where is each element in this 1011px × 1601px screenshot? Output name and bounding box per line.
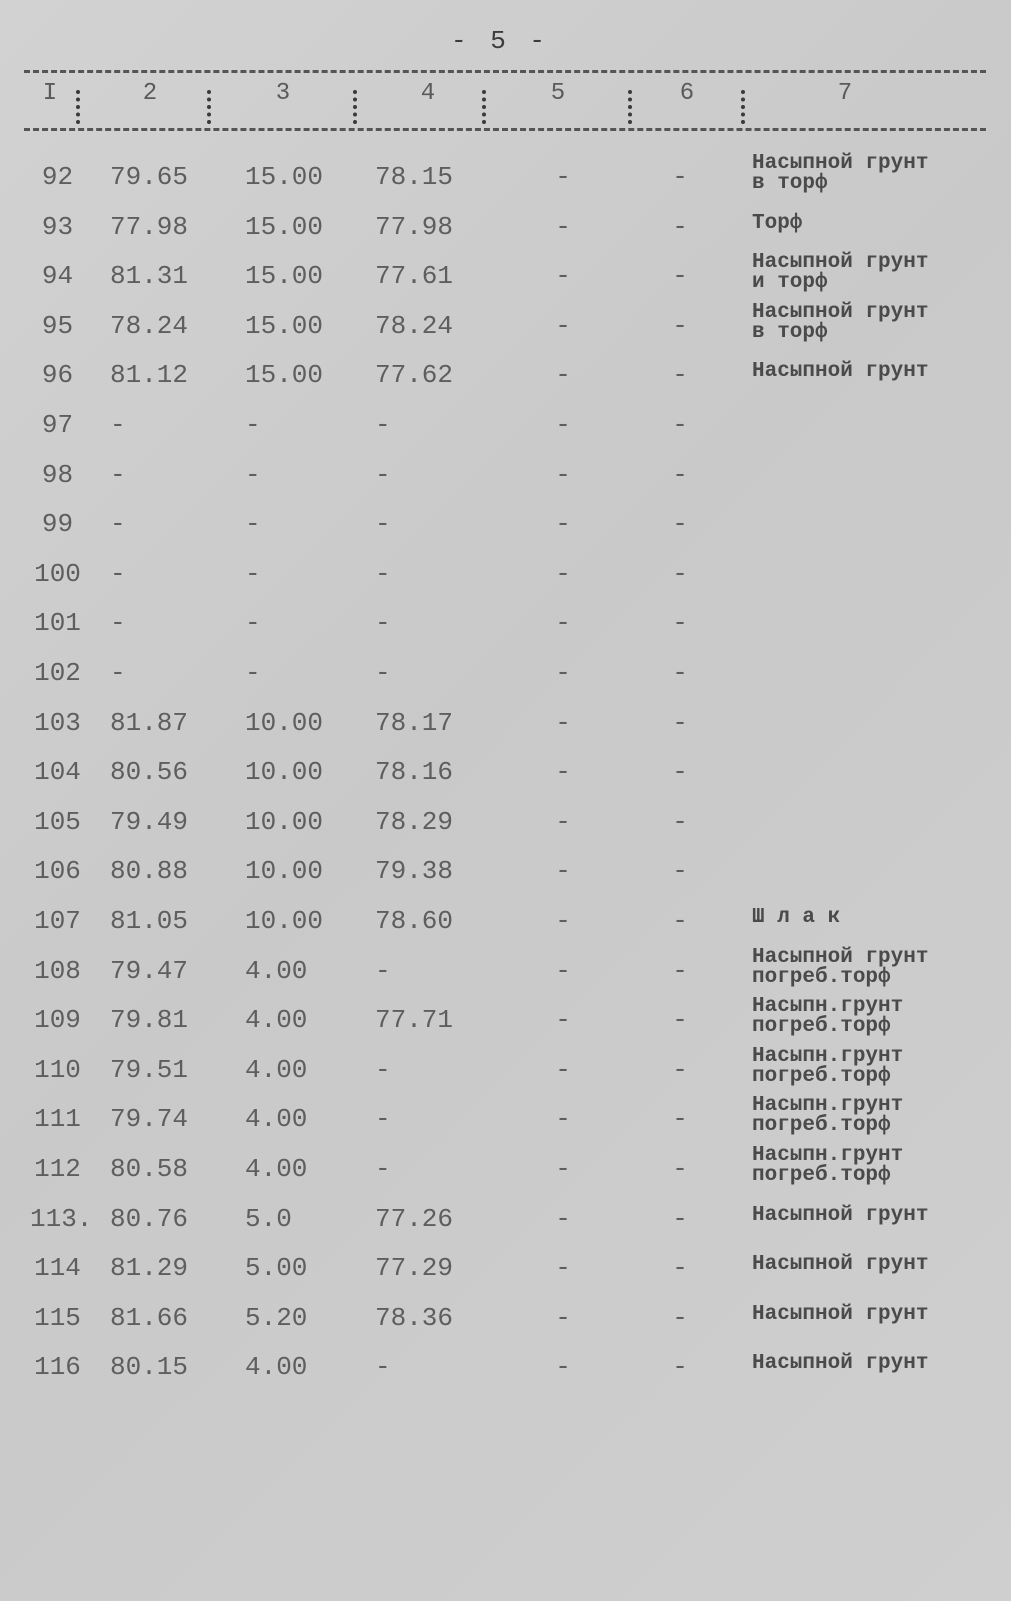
cell-col-3: 4.00 [245,1104,308,1135]
table-row [0,1194,1011,1244]
cell-col-5: - [555,211,571,242]
cell-col-6: - [672,558,688,589]
cell-col-6: - [672,757,688,788]
cell-col-3: - [245,558,261,589]
cell-col-2: 79.74 [110,1104,189,1135]
cell-col-6: - [672,906,688,936]
cell-col-2: - [110,410,126,440]
cell-col-5: - [555,1203,571,1234]
table-row [0,747,1011,797]
cell-col-4: 78.17 [375,707,454,738]
cell-col-7: Торф [752,211,803,235]
cell-col-6: - [672,658,688,688]
cell-col-1: 107 [34,906,81,936]
cell-col-2: - [110,509,126,540]
table-row [0,598,1011,648]
table-row [0,1342,1011,1392]
table-row [0,549,1011,599]
cell-col-6: - [672,261,688,292]
cell-col-1: 113. [30,1203,93,1234]
cell-col-2: - [110,558,126,589]
cell-col-3: 10.00 [245,707,324,738]
cell-col-5: - [555,707,571,738]
cell-col-3: 15.00 [245,360,324,391]
header-bottom-rule [24,128,986,131]
cell-col-3: - [245,410,261,440]
cell-col-1: 99 [41,509,74,540]
cell-col-6: - [672,806,688,837]
cell-col-5: - [555,1054,571,1085]
table-row [0,400,1011,450]
cell-col-7: Насыпн.грунт погреб.торф [752,995,904,1039]
cell-col-1: 92 [41,162,74,192]
cell-col-2: 80.88 [110,856,189,887]
cell-col-5: - [555,955,571,986]
cell-col-6: - [672,1104,688,1135]
cell-col-2: 78.24 [110,310,189,341]
page-number: - 5 - [450,26,549,56]
cell-col-2: - [110,658,126,688]
table-row [0,896,1011,946]
cell-col-5: - [555,162,571,192]
cell-col-4: - [375,1104,391,1135]
cell-col-3: 10.00 [245,757,324,788]
cell-col-7: Насыпной грунт [752,1253,929,1277]
cell-col-3: 15.00 [245,261,324,292]
header-top-rule [24,70,986,73]
cell-col-1: 98 [41,459,74,490]
cell-col-5: - [555,1302,571,1333]
table-row [0,1243,1011,1293]
cell-col-3: 4.00 [245,1005,308,1036]
col-separator [482,90,486,124]
table-row [0,797,1011,847]
cell-col-6: - [672,360,688,391]
cell-col-1: 114 [34,1253,81,1284]
table-row [0,202,1011,252]
cell-col-2: 79.65 [110,162,189,192]
cell-col-3: 15.00 [245,162,324,192]
cell-col-6: - [672,1054,688,1085]
cell-col-5: - [555,310,571,341]
cell-col-7: Насыпной грунт и торф [752,251,929,295]
cell-col-4: 78.15 [375,162,454,192]
cell-col-2: 79.49 [110,806,189,837]
cell-col-2: 81.31 [110,261,189,292]
col-header-6: 6 [679,80,695,107]
cell-col-5: - [555,261,571,292]
col-header-2: 2 [142,80,158,107]
table-row [0,1293,1011,1343]
cell-col-7: Насыпной грунт в торф [752,152,929,195]
cell-col-5: - [555,1104,571,1135]
cell-col-1: 106 [34,856,81,887]
cell-col-4: - [375,658,391,688]
cell-col-1: 95 [41,310,74,341]
cell-col-5: - [555,459,571,490]
cell-col-5: - [555,608,571,639]
cell-col-7: Насыпной грунт погреб.торф [752,945,929,989]
cell-col-5: - [555,856,571,887]
cell-col-1: 93 [41,211,74,242]
cell-col-3: - [245,658,261,688]
cell-col-4: 79.38 [375,856,454,887]
cell-col-3: - [245,509,261,540]
cell-col-1: 96 [41,360,74,391]
cell-col-7: Насыпн.грунт погреб.торф [752,1094,904,1138]
cell-col-4: 78.60 [375,906,454,936]
cell-col-2: 81.87 [110,707,189,738]
cell-col-1: 100 [34,558,81,589]
cell-col-3: 4.00 [245,1352,308,1383]
cell-col-7: Насыпной грунт [752,360,929,384]
cell-col-7: Насыпн.грунт погреб.торф [752,1144,904,1187]
col-header-3: 3 [275,80,291,107]
cell-col-5: - [555,1352,571,1383]
cell-col-1: 104 [34,757,81,788]
cell-col-6: - [672,459,688,490]
cell-col-1: 105 [34,806,81,837]
col-header-4: 4 [420,80,436,107]
cell-col-2: 79.47 [110,955,189,986]
table-row [0,350,1011,400]
cell-col-1: 111 [34,1104,81,1135]
table-row [0,846,1011,896]
cell-col-6: - [672,856,688,887]
cell-col-1: 115 [34,1302,81,1333]
cell-col-2: 80.56 [110,757,189,788]
table-row [0,301,1011,351]
cell-col-1: 103 [34,707,81,738]
cell-col-1: 116 [34,1352,81,1383]
cell-col-6: - [672,1302,688,1333]
cell-col-5: - [555,1154,571,1184]
cell-col-4: 78.36 [375,1302,454,1333]
cell-col-5: - [555,1253,571,1284]
table-row [0,648,1011,698]
cell-col-6: - [672,211,688,242]
cell-col-2: 81.12 [110,360,189,391]
cell-col-3: 10.00 [245,856,324,887]
col-separator [76,90,80,124]
cell-col-1: 101 [34,608,81,639]
cell-col-3: 4.00 [245,1054,308,1085]
cell-col-5: - [555,558,571,589]
cell-col-7: Насыпной грунт [752,1203,929,1227]
cell-col-1: 108 [34,955,81,986]
cell-col-4: - [375,410,391,440]
cell-col-3: 15.00 [245,211,324,242]
cell-col-6: - [672,310,688,341]
cell-col-3: 5.20 [245,1302,308,1333]
cell-col-4: 77.26 [375,1203,454,1234]
cell-col-6: - [672,955,688,986]
cell-col-3: 10.00 [245,806,324,837]
cell-col-3: 5.0 [245,1203,292,1234]
table-row [0,499,1011,549]
cell-col-2: 81.29 [110,1253,189,1284]
table-row [0,450,1011,500]
cell-col-4: - [375,1054,391,1085]
cell-col-6: - [672,1005,688,1036]
cell-col-4: - [375,1352,391,1383]
cell-col-2: 79.51 [110,1054,189,1085]
cell-col-2: 79.81 [110,1005,189,1036]
cell-col-4: - [375,608,391,639]
cell-col-3: 15.00 [245,310,324,341]
cell-col-3: - [245,608,261,639]
table-row [0,995,1011,1045]
cell-col-1: 94 [41,261,74,292]
cell-col-6: - [672,410,688,440]
cell-col-6: - [672,162,688,192]
cell-col-3: 5.00 [245,1253,308,1284]
col-header-5: 5 [550,80,566,107]
cell-col-4: 78.16 [375,757,454,788]
cell-col-1: 112 [34,1154,81,1184]
cell-col-4: - [375,558,391,589]
cell-col-4: 77.62 [375,360,454,391]
cell-col-1: 110 [34,1054,81,1085]
cell-col-4: 78.24 [375,310,454,341]
cell-col-5: - [555,410,571,440]
table-row [0,1045,1011,1095]
cell-col-1: 109 [34,1005,81,1036]
cell-col-4: - [375,509,391,540]
cell-col-4: 77.71 [375,1005,454,1036]
table-row [0,946,1011,996]
cell-col-4: 77.98 [375,211,454,242]
cell-col-5: - [555,360,571,391]
cell-col-5: - [555,658,571,688]
cell-col-4: 77.29 [375,1253,454,1284]
cell-col-5: - [555,757,571,788]
cell-col-2: 80.76 [110,1203,189,1234]
cell-col-7: Ш л а к [752,906,841,929]
table-row [0,698,1011,748]
cell-col-6: - [672,1154,688,1184]
cell-col-7: Насыпн.грунт погреб.торф [752,1044,904,1088]
cell-col-2: 77.98 [110,211,189,242]
cell-col-3: - [245,459,261,490]
cell-col-3: 10.00 [245,906,324,936]
cell-col-7: Насыпной грунт [752,1302,929,1326]
table-row [0,152,1011,202]
table-row [0,251,1011,301]
cell-col-4: 78.29 [375,806,454,837]
cell-col-2: - [110,459,126,490]
cell-col-3: 4.00 [245,1154,308,1184]
cell-col-2: 81.05 [110,906,189,936]
col-separator [207,90,211,124]
col-separator [353,90,357,124]
cell-col-7: Насыпной грунт [752,1352,929,1376]
cell-col-6: - [672,608,688,639]
cell-col-7: Насыпной грунт в торф [752,300,929,344]
cell-col-2: 81.66 [110,1302,189,1333]
cell-col-5: - [555,509,571,540]
table-row [0,1144,1011,1194]
cell-col-4: - [375,955,391,986]
col-header-7: 7 [837,80,853,107]
cell-col-3: 4.00 [245,955,308,986]
col-separator [628,90,632,124]
cell-col-2: - [110,608,126,639]
cell-col-5: - [555,906,571,936]
cell-col-2: 80.15 [110,1352,189,1383]
cell-col-4: - [375,1154,391,1184]
cell-col-5: - [555,1005,571,1036]
cell-col-6: - [672,509,688,540]
col-separator [741,90,745,124]
cell-col-2: 80.58 [110,1154,189,1184]
cell-col-1: 97 [41,410,74,440]
cell-col-6: - [672,1253,688,1284]
table-row [0,1094,1011,1144]
cell-col-6: - [672,707,688,738]
cell-col-1: 102 [34,658,81,688]
cell-col-4: 77.61 [375,261,454,292]
cell-col-6: - [672,1203,688,1234]
cell-col-6: - [672,1352,688,1383]
cell-col-5: - [555,806,571,837]
col-header-1: I [42,80,58,107]
cell-col-4: - [375,459,391,490]
